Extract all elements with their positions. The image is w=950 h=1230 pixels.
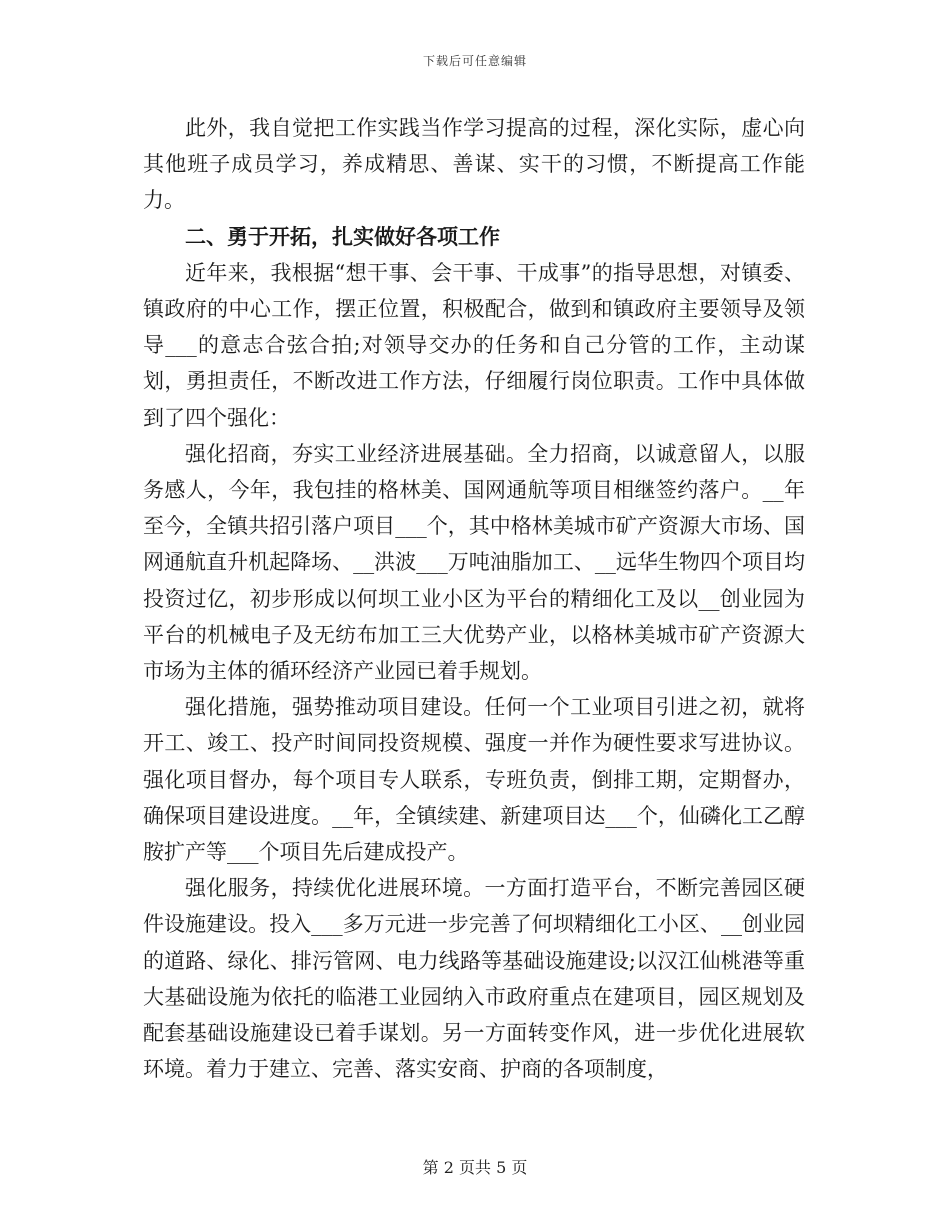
paragraph-project-construction: 强化措施，强势推动项目建设。任何一个工业项目引进之初，就将开工、竣工、投产时间同投资规模、强度一并作为硬性要求写进协议。强化项目督办，每个项目专人联系，专班负责，倒排工期，定期督办，确保项目建设进度。__年，全镇续建、新建项目达___个，仙磷化工乙醇胺扩产等___个项目先后建成投产。 bbox=[143, 695, 805, 865]
paragraph-service-environment: 强化服务，持续优化进展环境。一方面打造平台，不断完善园区硬件设施建设。投入___多万元进一步完善了何坝精细化工小区、__创业园的道路、绿化、排污管网、电力线路等基础设施建设;以汉江仙桃港等重大基础设施为依托的临港工业园纳入市政府重点在建项目，园区规划及配套基础设施建设已着手谋划。另一方面转变作风，进一步优化进展软环境。着力于建立、完善、落实安商、护商的各项制度， bbox=[143, 876, 805, 1082]
paragraph-investment: 强化招商，夯实工业经济进展基础。全力招商，以诚意留人，以服务感人，今年，我包挂的格林美、国网通航等项目相继签约落户。__年至今，全镇共招引落户项目___个，其中格林美城市矿产资源大市场、国网通航直升机起降场、__洪波___万吨油脂加工、__远华生物四个项目均投资过亿，初步形成以何坝工业小区为平台的精细化工及以__创业园为平台的机械电子及无纺布加工三大优势产业，以格林美城市矿产资源大市场为主体的循环经济产业园已着手规划。 bbox=[143, 441, 805, 684]
paragraph-work-overview: 近年来，我根据“想干事、会干事、干成事”的指导思想，对镇委、镇政府的中心工作，摆正位置，积极配合，做到和镇政府主要领导及领导___的意志合弦合拍;对领导交办的任务和自己分管的工作，主动谋划，勇担责任，不断改进工作方法，仔细履行岗位职责。工作中具体做到了四个强化： bbox=[143, 260, 805, 430]
page-header: 下载后可任意编辑 bbox=[422, 54, 527, 68]
document-body bbox=[143, 110, 805, 1087]
section-heading-2: 二、勇于开拓，扎实做好各项工作 bbox=[185, 224, 500, 249]
page-number: 第 2 页共 5 页 bbox=[422, 1158, 528, 1177]
paragraph-self-study: 此外，我自觉把工作实践当作学习提高的过程，深化实际，虚心向其他班子成员学习，养成精思、善谋、实干的习惯，不断提高工作能力。 bbox=[143, 116, 805, 213]
